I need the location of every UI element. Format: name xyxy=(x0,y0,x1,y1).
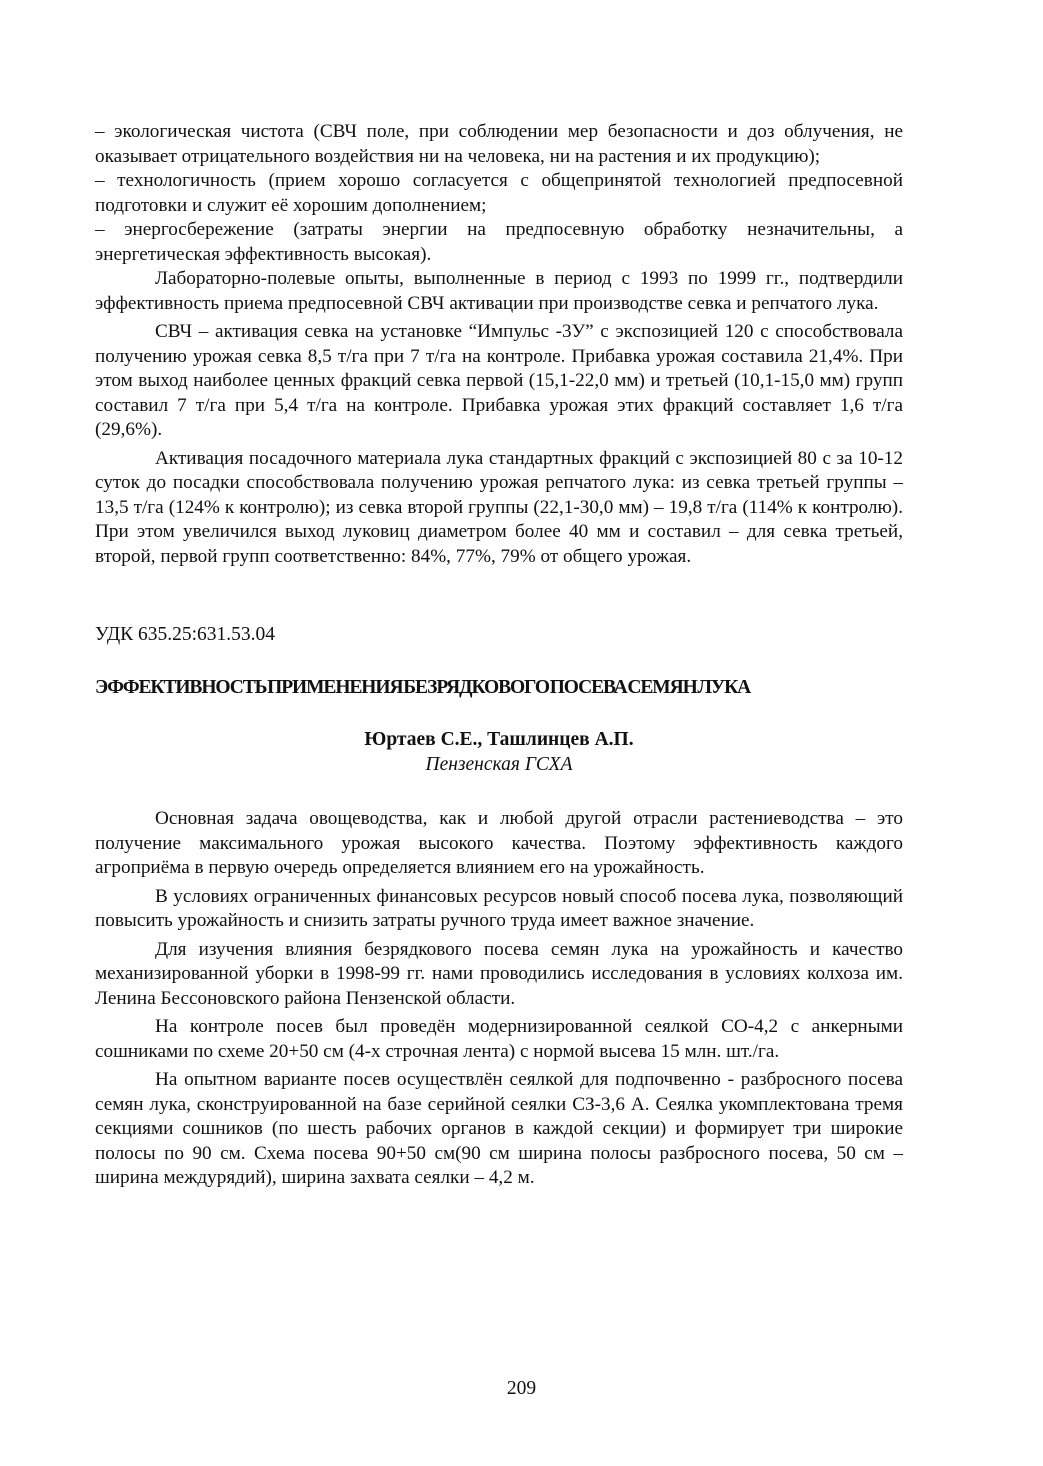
article-authors: Юртаев С.Е., Ташлинцев А.П. xyxy=(364,729,634,750)
article-affiliation: Пензенская ГСХА xyxy=(425,753,573,775)
paragraph-main-task: Основная задача овощеводства, как и любой другой отрасли растениеводства – это получение максимального урожая высокого качества. Поэтому эффективность каждого агроприёма в первую очередь определяется влиянием его на урожайность. xyxy=(95,808,903,878)
list-item-technology: – технологичность (прием хорошо согласуется с общепринятой технологией предпосевной подготовки и служит её хорошим дополнением; xyxy=(95,170,903,216)
paragraph-control: На контроле посев был проведён модернизированной сеялкой СО-4,2 с анкерными сошниками по схеме 20+50 см (4-х строчная лента) с нормой высева 15 млн. шт./га. xyxy=(95,1016,903,1062)
article-title: ЭФФЕКТИВНОСТЬ ПРИМЕНЕНИЯ БЕЗРЯДКОВОГО ПОСЕВА СЕМЯН ЛУКА xyxy=(95,676,751,698)
paragraph-experimental: На опытном варианте посев осуществлён сеялкой для подпочвенно - разбросного посева семян лука, сконструированной на базе серийной сеялки СЗ-3,6 А. Сеялка укомплектована тремя секциями сошников (по шесть рабочих органов в каждой секции) и формирует три широкие полосы по 90 см. Схема посева 90+50 см(90 см ширина полосы разбросного посева, 50 см – ширина междурядий), ширина захвата сеялки – 4,2 м. xyxy=(95,1069,903,1188)
paragraph-svch-activation: СВЧ – активация севка на установке “Импульс -3У” с экспозицией 120 с способствовала получению урожая севка 8,5 т/га при 7 т/га на контроле. Прибавка урожая составила 21,4%. При этом выход наиболее ценных фракций севка первой (15,1-22,0 мм) и третьей (10,1-15,0 мм) групп составил 7 т/га при 5,4 т/га на контроле. Прибавка урожая этих фракций составляет 1,6 т/га (29,6%). xyxy=(95,321,903,440)
paragraph-lab-experiments: Лабораторно-полевые опыты, выполненные в период с 1993 по 1999 гг., подтвердили эффективность приема предпосевной СВЧ активации при производстве севка и репчатого лука. xyxy=(95,268,903,314)
paragraph-limited-resources: В условиях ограниченных финансовых ресурсов новый способ посева лука, позволяющий повысить урожайность и снизить затраты ручного труда имеет важное значение. xyxy=(95,885,903,931)
list-item-energy: – энергосбережение (затраты энергии на предпосевную обработку незначительны, а энергетическая эффективность высокая). xyxy=(95,219,903,265)
paragraph-study: Для изучения влияния безрядкового посева семян лука на урожайность и качество механизированной уборки в 1998-99 гг. нами проводились исследования в условиях колхоза им. Ленина Бессоновского района Пензенской области. xyxy=(95,938,903,1009)
udk-code: УДК 635.25:631.53.04 xyxy=(95,624,276,645)
paragraph-planting-activation: Активация посадочного материала лука стандартных фракций с экспозицией 80 с за 10-12 суток до посадки способствовала получению урожая репчатого лука: из севка третьей группы –13,5 т/га (124% к контролю); из севка второй группы (22,1-30,0 мм) – 19,8 т/га (114% к контролю). При этом увеличился выход луковиц диаметром более 40 мм и составил – для севка третьей, второй, первой групп соответственно: 84%, 77%, 79% от общего урожая. xyxy=(95,447,903,567)
page-body xyxy=(95,120,903,1191)
page-number: 209 xyxy=(506,1378,537,1399)
list-item-ecology: – экологическая чистота (СВЧ поле, при соблюдении мер безопасности и доз облучения, не оказывает отрицательного воздействия ни на человека, ни на растения и их продукцию); xyxy=(95,121,903,167)
